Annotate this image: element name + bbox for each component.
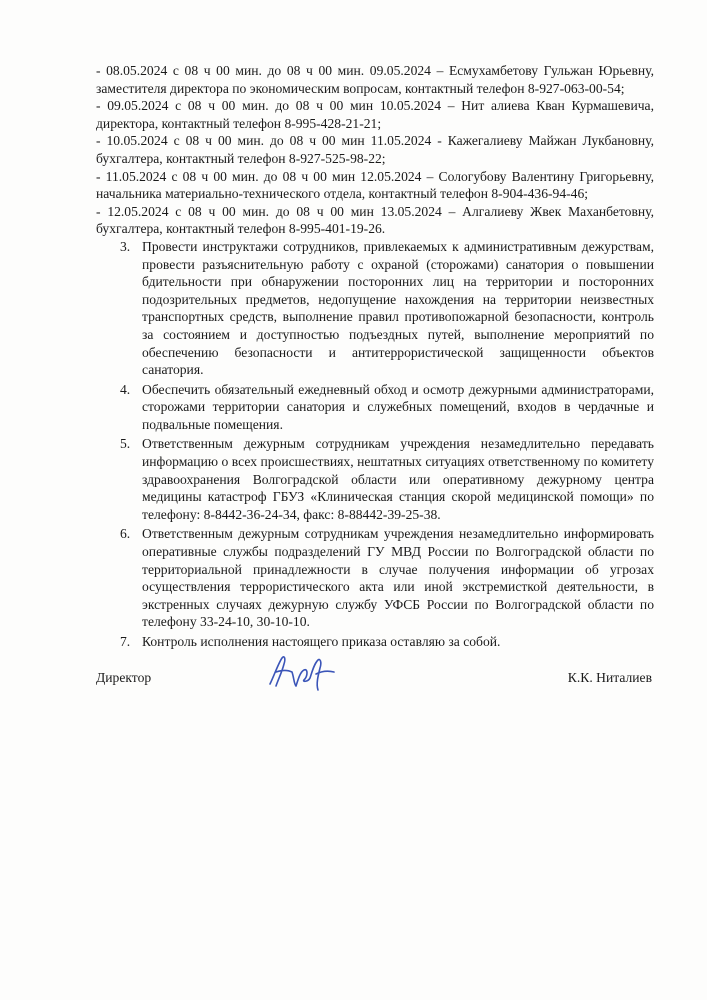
point-number: 5.	[120, 436, 131, 452]
duty-entry: - 08.05.2024 с 08 ч 00 мин. до 08 ч 00 мин. 09.05.2024 – Есмухамбетову Гульжан Юрьевну, заместителя директора по экономическим вопросам, контактный телефон 8-927-063-00-54;	[96, 63, 654, 96]
duty-entry: - 12.05.2024 с 08 ч 00 мин. до 08 ч 00 мин 13.05.2024 – Алгалиеву Жвек Маханбетовну, бухгалтера, контактный телефон 8-995-401-19-26.	[96, 203, 654, 237]
duty-entry: - 09.05.2024 с 08 ч 00 мин. до 08 ч 00 мин 10.05.2024 – Нит алиева Кван Курмашевича, директора, контактный телефон 8-995-428-21-21;	[96, 98, 654, 131]
point-text: Провести инструктажи сотрудников, привлекаемых к административным дежурствам, провести разъяснительную работу с охраной (сторожами) санатория о повышении бдительности при обнаружении посторонних лиц на территории и посторонних подозрительных предметов, недопущение нахождения на территории неизвестных транспортных средств, выполнение правил противопожарной безопасности, контроль за состоянием и доступностью подъездных путей, выполнение мероприятий по обеспечению безопасности и антитеррористической защищенности объектов санатория.	[142, 238, 654, 378]
order-points	[96, 238, 654, 651]
order-point	[96, 525, 654, 631]
duty-schedule	[96, 62, 654, 238]
signatory-position: Директор	[96, 670, 152, 685]
point-text: Контроль исполнения настоящего приказа оставляю за собой.	[142, 634, 501, 649]
document-body	[96, 62, 654, 653]
point-number: 7.	[120, 634, 131, 649]
duty-entry: - 11.05.2024 с 08 ч 00 мин. до 08 ч 00 мин 12.05.2024 – Сологубову Валентину Григорьевну, начальника материально-технического отдела, контактный телефон 8-904-436-94-46;	[96, 168, 654, 202]
order-point	[96, 435, 654, 523]
signatory-name: К.К. Ниталиев	[567, 670, 652, 685]
order-point	[96, 238, 654, 379]
order-point	[96, 381, 654, 434]
handwritten-signature-icon	[264, 650, 344, 694]
order-point	[96, 633, 654, 651]
point-number: 6.	[120, 526, 131, 542]
point-number: 4.	[120, 381, 131, 397]
point-text: Ответственным дежурным сотрудникам учреждения незамедлительно передавать информацию о всех происшествиях, нештатных ситуациях ответственному по комитету здравоохранения Волгоградской области или оперативному дежурному центра медицины катастроф ГБУЗ «Клиническая станция скорой медицинской помощи» по телефону: 8-8442-36-24-34, факс: 8-88442-39-25-38.	[142, 436, 654, 522]
duty-entry: - 10.05.2024 с 08 ч 00 мин. до 08 ч 00 мин 11.05.2024 - Кажегалиеву Майжан Лукбановну, бухгалтера, контактный телефон 8-927-525-98-22;	[96, 133, 654, 166]
point-number: 3.	[120, 238, 131, 254]
point-text: Ответственным дежурным сотрудникам учреждения незамедлительно информировать оперативные службы подразделений ГУ МВД России по Волгоградской области по территориальной принадлежности в случае получения информации об угрозах осуществления террористического акта или иной экстремисткой деятельности, в экстренных случаях дежурную службу УФСБ России по Волгоградской области по телефону 33-24-10, 30-10-10.	[142, 526, 654, 630]
point-text: Обеспечить обязательный ежедневный обход и осмотр дежурными администраторами, сторожами территории санатория и служебных помещений, входов в чердачные и подвальные помещения.	[142, 381, 654, 432]
signature-block	[96, 666, 652, 706]
